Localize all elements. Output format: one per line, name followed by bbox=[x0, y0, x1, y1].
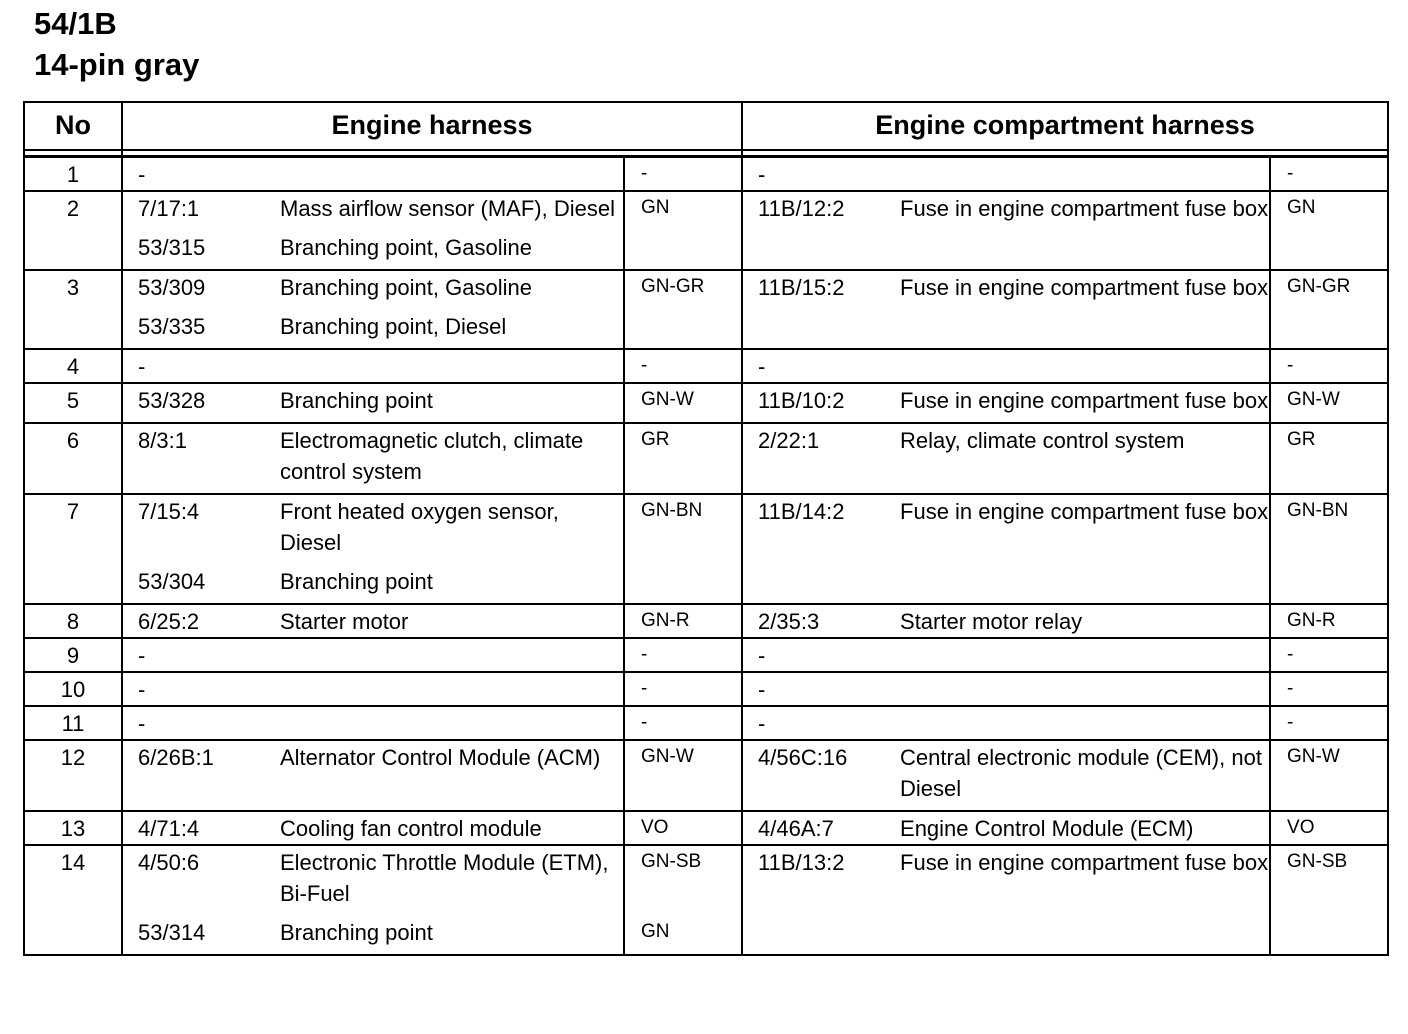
pin-number: 7 bbox=[24, 494, 122, 604]
connection-description: Branching point, Gasoline bbox=[280, 275, 532, 300]
header-no: No bbox=[24, 102, 122, 150]
connection-code: - bbox=[138, 162, 146, 187]
pin-number: 8 bbox=[24, 604, 122, 638]
engine-harness-cell bbox=[122, 383, 624, 423]
pinout-table bbox=[23, 101, 1389, 956]
pin-number: 10 bbox=[24, 672, 122, 706]
engine-harness-color-cell bbox=[624, 494, 742, 604]
connection-description: Starter motor relay bbox=[900, 609, 1083, 634]
wire-color: VO bbox=[641, 817, 669, 838]
connection-description bbox=[900, 640, 1269, 671]
connection-code: - bbox=[758, 643, 766, 668]
wire-color: GN bbox=[641, 921, 670, 942]
table-row bbox=[24, 157, 1388, 192]
wire-color: GN bbox=[641, 197, 670, 218]
engine-compartment-harness-cell bbox=[742, 191, 1270, 270]
wire-color: - bbox=[641, 163, 648, 184]
engine-compartment-color-cell bbox=[1270, 845, 1388, 955]
wire-color: GN-W bbox=[641, 389, 694, 410]
table-row bbox=[24, 845, 1388, 955]
engine-harness-color-cell bbox=[624, 845, 742, 955]
engine-harness-color-cell bbox=[624, 604, 742, 638]
connection-code: 2/35:3 bbox=[758, 609, 820, 634]
engine-harness-cell bbox=[122, 672, 624, 706]
pin-number: 1 bbox=[24, 157, 122, 192]
connection-description: Relay, climate control system bbox=[900, 428, 1185, 453]
connection-description: Branching point, Diesel bbox=[280, 314, 507, 339]
connection-code: - bbox=[138, 711, 146, 736]
wire-color: GR bbox=[1287, 429, 1316, 450]
wire-color: GN-SB bbox=[1287, 851, 1348, 872]
connection-code: 11B/12:2 bbox=[758, 196, 845, 221]
connection-description: Cooling fan control module bbox=[280, 816, 542, 841]
connection-description: Electronic Throttle Module (ETM), Bi-Fuel bbox=[280, 850, 609, 906]
engine-harness-cell bbox=[122, 845, 624, 955]
engine-compartment-harness-cell bbox=[742, 157, 1270, 192]
connection-description bbox=[280, 351, 623, 382]
pin-number: 14 bbox=[24, 845, 122, 955]
connection-code: 11B/13:2 bbox=[758, 850, 845, 875]
header-engine-compartment-harness: Engine compartment harness bbox=[742, 102, 1388, 150]
engine-harness-color-cell bbox=[624, 383, 742, 423]
connection-description: Branching point bbox=[280, 388, 433, 413]
pin-number: 9 bbox=[24, 638, 122, 672]
connection-code: 7/15:4 bbox=[138, 499, 200, 524]
wire-color: - bbox=[1287, 644, 1294, 665]
connection-description: Central electronic module (CEM), not Diesel bbox=[900, 745, 1262, 801]
connection-code: 4/56C:16 bbox=[758, 745, 848, 770]
connection-description: Mass airflow sensor (MAF), Diesel bbox=[280, 196, 615, 221]
connection-code: - bbox=[138, 677, 146, 702]
engine-harness-cell bbox=[122, 157, 624, 192]
engine-harness-color-cell bbox=[624, 423, 742, 494]
table-body bbox=[24, 157, 1388, 956]
engine-harness-cell bbox=[122, 740, 624, 811]
connection-description: Front heated oxygen sensor, Diesel bbox=[280, 499, 559, 555]
engine-harness-cell bbox=[122, 349, 624, 383]
engine-compartment-color-cell bbox=[1270, 672, 1388, 706]
connection-code: 11B/14:2 bbox=[758, 499, 845, 524]
engine-compartment-color-cell bbox=[1270, 740, 1388, 811]
table-row bbox=[24, 672, 1388, 706]
connection-code: 53/328 bbox=[138, 388, 206, 413]
connection-description: Alternator Control Module (ACM) bbox=[280, 745, 601, 770]
wire-color: GN-GR bbox=[641, 276, 705, 297]
connection-code: 53/309 bbox=[138, 275, 206, 300]
engine-harness-color-cell bbox=[624, 706, 742, 740]
connection-code: 53/314 bbox=[138, 920, 206, 945]
engine-compartment-color-cell bbox=[1270, 638, 1388, 672]
wire-color: VO bbox=[1287, 817, 1315, 838]
wire-color: - bbox=[1287, 163, 1294, 184]
header-engine-harness: Engine harness bbox=[122, 102, 742, 150]
connection-description: Fuse in engine compartment fuse box bbox=[900, 499, 1269, 524]
engine-compartment-harness-cell bbox=[742, 845, 1270, 955]
table-row bbox=[24, 270, 1388, 349]
connection-description: Branching point, Gasoline bbox=[280, 235, 532, 260]
engine-compartment-color-cell bbox=[1270, 423, 1388, 494]
wire-color: GN bbox=[1287, 197, 1316, 218]
connection-code: 6/26B:1 bbox=[138, 745, 214, 770]
wire-color: GR bbox=[641, 429, 670, 450]
engine-compartment-harness-cell bbox=[742, 706, 1270, 740]
engine-compartment-harness-cell bbox=[742, 270, 1270, 349]
pin-number: 2 bbox=[24, 191, 122, 270]
wire-color: GN-BN bbox=[641, 500, 703, 521]
connection-code: 4/71:4 bbox=[138, 816, 200, 841]
connection-description: Engine Control Module (ECM) bbox=[900, 816, 1194, 841]
connection-code: - bbox=[138, 643, 146, 668]
engine-compartment-harness-cell bbox=[742, 604, 1270, 638]
connection-description: Electromagnetic clutch, climate control system bbox=[280, 428, 584, 484]
connection-code: - bbox=[138, 354, 146, 379]
connection-code: 53/335 bbox=[138, 314, 206, 339]
engine-compartment-harness-cell bbox=[742, 672, 1270, 706]
engine-compartment-harness-cell bbox=[742, 494, 1270, 604]
connection-description: Starter motor bbox=[280, 609, 409, 634]
engine-harness-color-cell bbox=[624, 349, 742, 383]
engine-harness-cell bbox=[122, 423, 624, 494]
engine-compartment-color-cell bbox=[1270, 191, 1388, 270]
wire-color: - bbox=[641, 644, 648, 665]
connection-code: - bbox=[758, 711, 766, 736]
engine-compartment-color-cell bbox=[1270, 383, 1388, 423]
connection-description bbox=[280, 640, 623, 671]
wire-color: GN-SB bbox=[641, 851, 702, 872]
table-row bbox=[24, 423, 1388, 494]
table-row bbox=[24, 604, 1388, 638]
table-row bbox=[24, 638, 1388, 672]
connection-description bbox=[900, 708, 1269, 739]
engine-harness-cell bbox=[122, 191, 624, 270]
engine-harness-color-cell bbox=[624, 740, 742, 811]
connection-code: 4/46A:7 bbox=[758, 816, 834, 841]
wire-color: - bbox=[1287, 355, 1294, 376]
engine-compartment-color-cell bbox=[1270, 270, 1388, 349]
connection-description: Branching point bbox=[280, 920, 433, 945]
pin-number: 12 bbox=[24, 740, 122, 811]
pin-number: 13 bbox=[24, 811, 122, 845]
connection-code: 4/50:6 bbox=[138, 850, 200, 875]
engine-harness-color-cell bbox=[624, 811, 742, 845]
wire-color: - bbox=[1287, 712, 1294, 733]
engine-harness-color-cell bbox=[624, 270, 742, 349]
connection-description: Fuse in engine compartment fuse box bbox=[900, 275, 1269, 300]
engine-compartment-harness-cell bbox=[742, 740, 1270, 811]
connection-description: Fuse in engine compartment fuse box bbox=[900, 850, 1269, 875]
pin-number: 11 bbox=[24, 706, 122, 740]
wire-color: GN-GR bbox=[1287, 276, 1351, 297]
table-row bbox=[24, 349, 1388, 383]
wire-color: - bbox=[641, 355, 648, 376]
wire-color: - bbox=[1287, 678, 1294, 699]
table-row bbox=[24, 191, 1388, 270]
connection-description: Fuse in engine compartment fuse box bbox=[900, 196, 1269, 221]
engine-harness-cell bbox=[122, 494, 624, 604]
table-row bbox=[24, 494, 1388, 604]
connection-description: Fuse in engine compartment fuse box bbox=[900, 388, 1269, 413]
connection-code: 7/17:1 bbox=[138, 196, 200, 221]
engine-harness-color-cell bbox=[624, 672, 742, 706]
connector-id: 54/1B bbox=[34, 6, 117, 41]
connection-description bbox=[900, 351, 1269, 382]
connection-code: - bbox=[758, 677, 766, 702]
wire-color: GN-W bbox=[1287, 746, 1340, 767]
engine-compartment-harness-cell bbox=[742, 383, 1270, 423]
pin-number: 4 bbox=[24, 349, 122, 383]
connection-description: Branching point bbox=[280, 569, 433, 594]
table-header-row bbox=[24, 102, 1388, 150]
wire-color: GN-W bbox=[641, 746, 694, 767]
connection-description bbox=[280, 674, 623, 705]
connector-description: 14-pin gray bbox=[34, 47, 200, 82]
engine-compartment-color-cell bbox=[1270, 811, 1388, 845]
wire-color: GN-R bbox=[1287, 610, 1336, 631]
connection-description bbox=[900, 674, 1269, 705]
table-row bbox=[24, 706, 1388, 740]
connection-description bbox=[280, 159, 623, 190]
connection-code: - bbox=[758, 162, 766, 187]
table-row bbox=[24, 383, 1388, 423]
connection-code: 53/304 bbox=[138, 569, 206, 594]
engine-compartment-color-cell bbox=[1270, 706, 1388, 740]
engine-harness-cell bbox=[122, 270, 624, 349]
connection-description bbox=[280, 708, 623, 739]
connection-code: 8/3:1 bbox=[138, 428, 187, 453]
connection-code: - bbox=[758, 354, 766, 379]
wire-color: GN-W bbox=[1287, 389, 1340, 410]
connection-code: 6/25:2 bbox=[138, 609, 200, 634]
engine-harness-color-cell bbox=[624, 191, 742, 270]
engine-compartment-color-cell bbox=[1270, 494, 1388, 604]
engine-harness-color-cell bbox=[624, 157, 742, 192]
pin-number: 3 bbox=[24, 270, 122, 349]
engine-compartment-harness-cell bbox=[742, 423, 1270, 494]
engine-compartment-color-cell bbox=[1270, 349, 1388, 383]
engine-harness-cell bbox=[122, 638, 624, 672]
wire-color: GN-R bbox=[641, 610, 690, 631]
engine-harness-cell bbox=[122, 811, 624, 845]
pin-number: 5 bbox=[24, 383, 122, 423]
table-row bbox=[24, 740, 1388, 811]
wire-color: GN-BN bbox=[1287, 500, 1349, 521]
connection-code: 11B/15:2 bbox=[758, 275, 845, 300]
connection-description bbox=[900, 159, 1269, 190]
engine-harness-cell bbox=[122, 604, 624, 638]
table-row bbox=[24, 811, 1388, 845]
connection-code: 2/22:1 bbox=[758, 428, 820, 453]
engine-compartment-color-cell bbox=[1270, 157, 1388, 192]
connection-code: 11B/10:2 bbox=[758, 388, 845, 413]
pin-number: 6 bbox=[24, 423, 122, 494]
engine-harness-cell bbox=[122, 706, 624, 740]
connection-code: 53/315 bbox=[138, 235, 206, 260]
engine-compartment-harness-cell bbox=[742, 638, 1270, 672]
engine-compartment-harness-cell bbox=[742, 811, 1270, 845]
wire-color: - bbox=[641, 678, 648, 699]
wire-color: - bbox=[641, 712, 648, 733]
engine-compartment-harness-cell bbox=[742, 349, 1270, 383]
engine-harness-color-cell bbox=[624, 638, 742, 672]
engine-compartment-color-cell bbox=[1270, 604, 1388, 638]
